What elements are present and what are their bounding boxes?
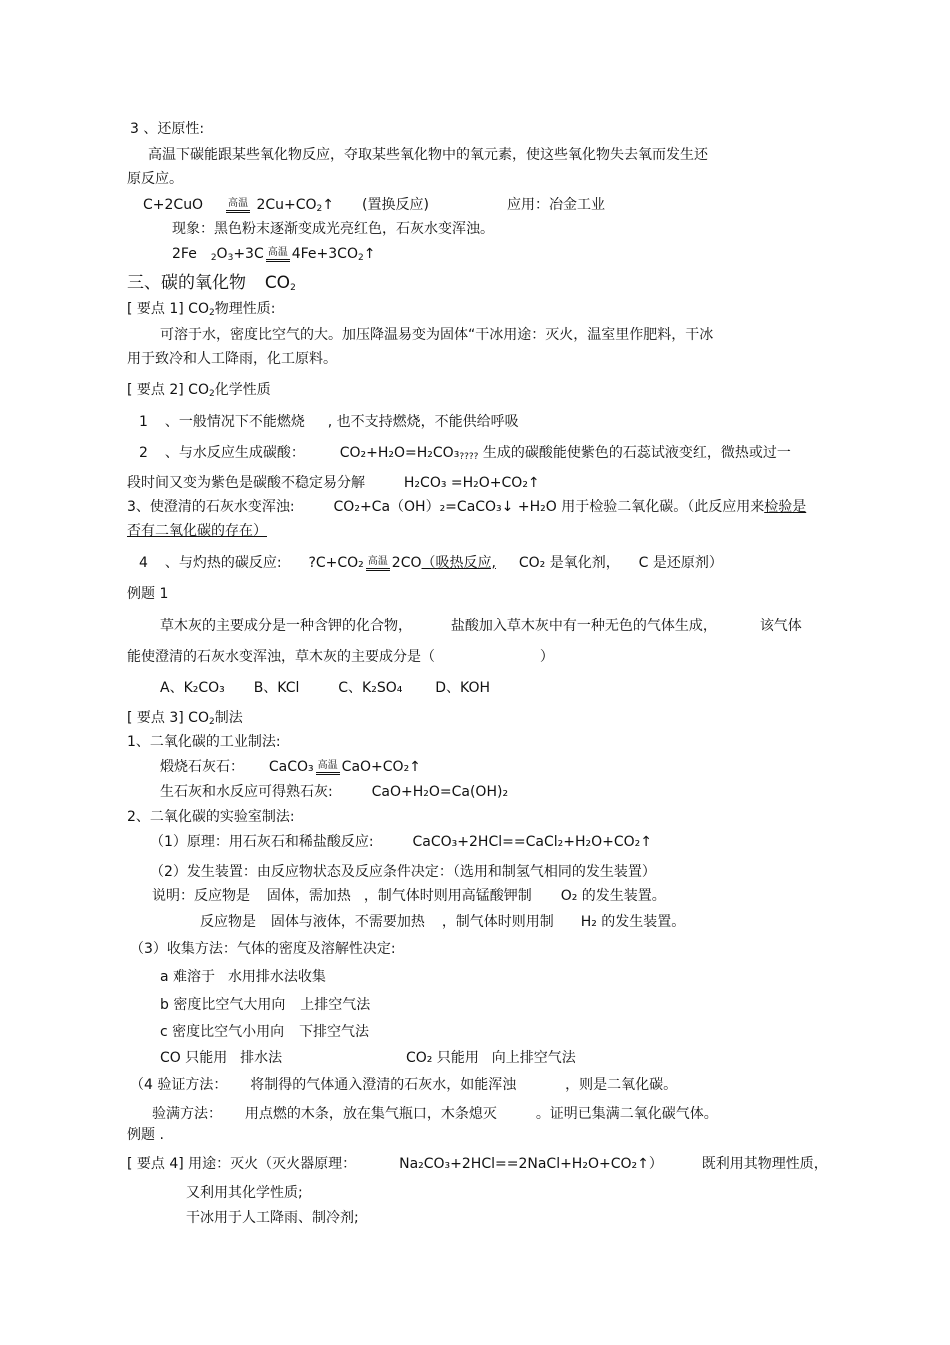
usage-line: 又利用其化学性质; xyxy=(186,1185,303,1201)
method-text: 排水法 xyxy=(240,1050,283,1066)
example-options xyxy=(160,679,490,697)
equation-text: 2Cu+CO xyxy=(256,197,317,213)
item-text: 用于检验二氧化碳。（此反应用来 xyxy=(561,499,765,515)
usage-line: 干冰用于人工降雨、制冷剂; xyxy=(186,1210,359,1226)
lab-apparatus: （2）发生装置：由反应物状态及反应条件决定：（选用和制氢气相同的发生装置） xyxy=(150,864,656,880)
subscript: 2 xyxy=(210,253,217,263)
equation-text: CO₂+H₂O=H₂CO₃ xyxy=(339,445,460,461)
reaction-type: (置换反应) xyxy=(362,197,429,213)
equation-text: 4Fe+3CO xyxy=(291,246,358,262)
paragraph-line: 用于致冷和人工降雨，化工原料。 xyxy=(127,351,337,367)
question-text: 该气体 xyxy=(759,618,802,634)
method-text: （4 验证方法： xyxy=(130,1077,228,1093)
collection-method-co xyxy=(160,1049,282,1067)
lab-note-1 xyxy=(152,887,666,905)
subscript: 2 xyxy=(208,717,215,727)
method-text: b 密度比空气大用向 xyxy=(160,997,286,1013)
equation-fe2o3-carbon xyxy=(172,245,375,267)
heading-text: [ 要点 4] 用途：灭火（灭火器原理： xyxy=(127,1156,357,1172)
item-number: 1 xyxy=(139,414,148,430)
option-b: B、KCl xyxy=(253,680,300,696)
arrow-up: ↑ xyxy=(322,197,335,213)
equation-text: 2CO xyxy=(391,555,422,571)
part-title-formula: CO xyxy=(264,273,291,293)
example-question xyxy=(160,617,802,635)
method-text: CO 只能用 xyxy=(160,1050,228,1066)
note-text: H₂ 的发生装置。 xyxy=(580,914,686,930)
property-item-3 xyxy=(127,498,854,516)
method-text: 用点燃的木条，放在集气瓶口，木条熄灭 xyxy=(244,1106,497,1122)
item-text: C 是还原剂） xyxy=(638,555,723,571)
reaction-condition: 高温 xyxy=(226,198,250,213)
equation-text: CaO+CO₂↑ xyxy=(341,759,421,775)
note-text: 固体，需加热 xyxy=(266,888,351,904)
heading-text: 既利用其物理性质， xyxy=(701,1156,828,1172)
industrial-method-1 xyxy=(160,758,421,776)
section-heading-reducibility: 3 、还原性: xyxy=(130,121,205,137)
industrial-method-2 xyxy=(160,783,508,801)
equation-text: CO₂+Ca（OH）₂=CaCO₃↓ +H₂O xyxy=(333,499,557,515)
item-text: 、与灼热的碳反应: xyxy=(164,555,282,571)
subsection-title: 2、二氧化碳的实验室制法: xyxy=(127,809,295,825)
question-text: ） xyxy=(539,649,554,665)
method-text: 向上排空气法 xyxy=(491,1050,576,1066)
heading-text: 化学性质 xyxy=(214,382,271,398)
note-text: O₂ 的发生装置。 xyxy=(560,888,666,904)
verification-method xyxy=(130,1076,677,1094)
question-text: 草木灰的主要成分是一种含钾的化合物， xyxy=(160,618,412,634)
item-number: 4 xyxy=(139,555,148,571)
part-title xyxy=(127,272,296,299)
note-text: 固体与液体，不需要加热 xyxy=(270,914,425,930)
method-text: a 难溶于 xyxy=(160,969,216,985)
heading-text: 物理性质: xyxy=(214,301,276,317)
keypoint-4-heading xyxy=(127,1155,828,1173)
equation-text: +3C xyxy=(233,246,264,262)
subscript: 2 xyxy=(208,389,215,399)
keypoint-3-heading xyxy=(127,709,243,731)
item-text: 、与水反应生成碳酸： xyxy=(164,445,305,461)
collection-method-a xyxy=(160,968,326,986)
equation-carbon-cuo xyxy=(143,196,334,218)
equation-text: O xyxy=(216,246,228,262)
option-d: D、KOH xyxy=(435,680,491,696)
reaction-condition: 高温 xyxy=(266,247,290,262)
method-text: 下排空气法 xyxy=(299,1024,370,1040)
heading-text: [ 要点 3] CO xyxy=(127,710,209,726)
application-text: 应用：冶金工业 xyxy=(507,197,605,213)
lab-principle xyxy=(150,833,652,851)
note-text: 反应物是 xyxy=(200,914,256,930)
keypoint-2-heading xyxy=(127,381,271,403)
collection-method-b xyxy=(160,996,370,1014)
full-check-method xyxy=(152,1105,718,1123)
equation-text: CaO+H₂O=Ca(OH)₂ xyxy=(371,784,509,800)
phenomenon-text: 现象：黑色粉末逐渐变成光亮红色，石灰水变浑浊。 xyxy=(172,221,494,237)
item-text: 、一般情况下不能燃烧 xyxy=(164,414,305,430)
method-text: 将制得的气体通入澄清的石灰水，如能浑浊 xyxy=(250,1077,517,1093)
paragraph-line: 原反应。 xyxy=(127,171,183,187)
method-text: 。证明已集满二氧化碳气体。 xyxy=(535,1106,718,1122)
method-text: CO₂ 只能用 xyxy=(406,1050,479,1066)
lab-note-2 xyxy=(200,913,685,931)
reaction-condition: 高温 xyxy=(316,760,340,775)
property-item-3-cont xyxy=(127,522,293,540)
keypoint-1-heading xyxy=(127,300,275,322)
equation-text: CaCO₃+2HCl==CaCl₂+H₂O+CO₂↑ xyxy=(412,834,652,850)
equation-text: CaCO₃ xyxy=(268,759,314,775)
method-text: c 密度比空气小用向 xyxy=(160,1024,285,1040)
equation-text: 2Fe xyxy=(172,246,197,262)
heading-text: [ 要点 2] CO xyxy=(127,382,209,398)
heading-text: [ 要点 1] CO xyxy=(127,301,209,317)
item-text: 生成的碳酸能使紫色的石蕊试液变红，微热或过一 xyxy=(482,445,791,461)
underlined-text: 检验是 xyxy=(764,499,807,515)
method-text: 验满方法： xyxy=(152,1106,222,1122)
subscript: 3 xyxy=(227,253,234,263)
garbled-text: ???? xyxy=(459,452,479,462)
collection-method-c xyxy=(160,1023,369,1041)
subscript: 2 xyxy=(208,308,215,318)
heading-text: 制法 xyxy=(214,710,243,726)
collection-method-co2 xyxy=(406,1049,576,1067)
item-number: 2 xyxy=(139,445,148,461)
property-item-1 xyxy=(139,413,519,431)
subscript: 2 xyxy=(316,204,323,214)
paragraph-line: 可溶于水，密度比空气的大。加压降温易变为固体“干冰用途：灭火，温室里作肥料，干冰 xyxy=(160,327,714,343)
method-text: 上排空气法 xyxy=(300,997,371,1013)
item-text: CO₂ 是氧化剂， xyxy=(518,555,620,571)
method-text: 水用排水法收集 xyxy=(227,969,326,985)
subsection-title: 1、二氧化碳的工业制法: xyxy=(127,734,281,750)
collection-method-title: （3）收集方法：气体的密度及溶解性决定: xyxy=(130,941,396,957)
question-text: 能使澄清的石灰水变浑浊，草木灰的主要成分是（ xyxy=(127,649,435,665)
item-text: , 也不支持燃烧，不能供给呼吸 xyxy=(327,414,519,430)
property-item-2-cont xyxy=(127,474,540,492)
arrow-up: ↑ xyxy=(363,246,376,262)
paragraph-line: 高温下碳能跟某些氧化物反应，夺取某些氧化物中的氧元素，使这些氧化物失去氧而发生还 xyxy=(148,147,708,163)
example-title: 例题 1 xyxy=(127,586,169,602)
example-label: 例题 . xyxy=(127,1127,164,1143)
item-text: 3、使澄清的石灰水变浑浊: xyxy=(127,499,295,515)
option-a: A、K₂CO₃ xyxy=(160,680,225,696)
option-c: C、K₂SO₄ xyxy=(338,680,403,696)
note-text: ，制气体时则用制 xyxy=(441,914,554,930)
question-text: 盐酸加入草木灰中有一种无色的气体生成， xyxy=(450,618,717,634)
reaction-condition: 高温 xyxy=(366,556,390,571)
example-question-cont xyxy=(127,648,554,666)
property-item-2 xyxy=(139,444,791,466)
underlined-text: 否有二氧化碳的存在） xyxy=(127,523,267,539)
subscript: 2 xyxy=(290,283,296,293)
method-label: 煅烧石灰石： xyxy=(160,759,244,775)
note-text: ，制气体时则用高锰酸钾制 xyxy=(363,888,532,904)
principle-text: （1）原理：用石灰石和稀盐酸反应: xyxy=(150,834,374,850)
underlined-text: （吸热反应, xyxy=(421,555,496,571)
method-label: 生石灰和水反应可得熟石灰: xyxy=(160,784,333,800)
part-title-text: 三、碳的氧化物 xyxy=(127,273,246,293)
property-item-4 xyxy=(139,554,723,572)
method-text: ，则是二氧化碳。 xyxy=(565,1077,678,1093)
equation-text: ?C+CO₂ xyxy=(308,555,364,571)
equation-text: H₂CO₃ =H₂O+CO₂↑ xyxy=(403,475,540,491)
item-text: 段时间又变为紫色是碳酸不稳定易分解 xyxy=(127,475,365,491)
equation-text: Na₂CO₃+2HCl==2NaCl+H₂O+CO₂↑） xyxy=(399,1156,663,1172)
subscript: 2 xyxy=(357,253,364,263)
equation-text: C+2CuO xyxy=(143,197,204,213)
note-text: 说明：反应物是 xyxy=(152,888,250,904)
